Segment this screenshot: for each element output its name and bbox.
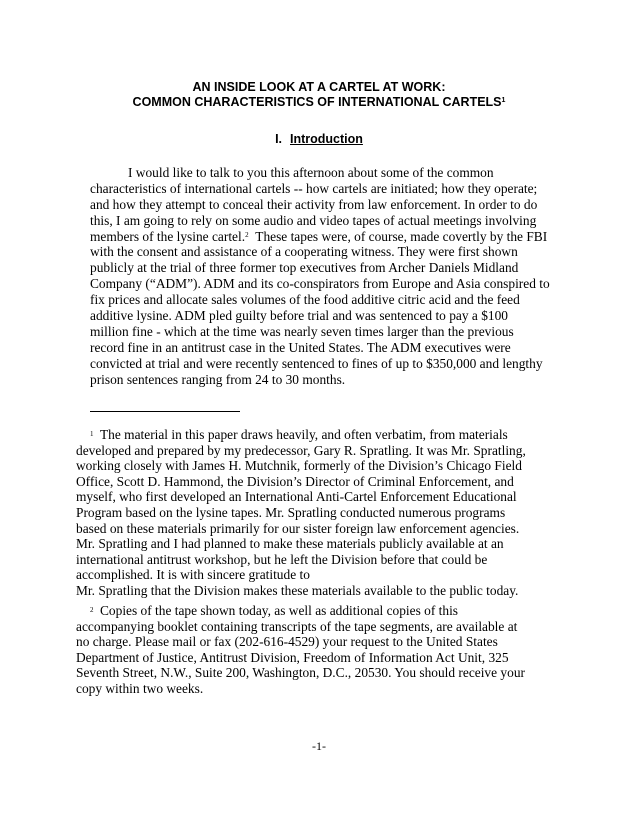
- section-number: I.: [275, 132, 283, 146]
- footnote-line: accompanying booklet containing transcripts of the tape segments, are available at: [76, 618, 518, 634]
- body-line: [90, 229, 600, 245]
- body-line-segment: These tapes were, of course, made covertly by the FBI: [255, 228, 548, 244]
- document-title-text: COMMON CHARACTERISTICS OF INTERNATIONAL CARTELS: [132, 95, 502, 109]
- section-heading: [0, 132, 638, 146]
- body-line: I would like to talk to you this afternoon about some of the common: [128, 165, 494, 180]
- footnote-line: [76, 427, 596, 443]
- footnote-1: [76, 427, 596, 599]
- body-line: fix prices and allocate sales volumes of the food additive citric acid and the feed: [90, 292, 520, 308]
- body-line: million fine - which at the time was nearly seven times larger than the previous: [90, 323, 514, 339]
- footnote-text: The material in this paper draws heavily, and often verbatim, from materials: [100, 427, 508, 442]
- footnote-line: no charge. Please mail or fax (202-616-4529) your request to the United States: [76, 634, 498, 650]
- body-line: prison sentences ranging from 24 to 30 months.: [90, 371, 346, 387]
- body-line: convicted at trial and were recently sentenced to fines of up to $350,000 and lengthy: [90, 355, 543, 371]
- footnote-2: [76, 603, 596, 697]
- footnote-mark: 2: [90, 606, 94, 614]
- body-line: and how they attempt to conceal their activity from law enforcement. In order to do: [90, 196, 538, 212]
- body-line: Company (“ADM”). ADM and its co-conspirators from Europe and Asia conspired to: [90, 276, 550, 292]
- footnote-line: working closely with James H. Mutchnik, formerly of the Division’s Chicago Field: [76, 458, 522, 474]
- footnote-line: [76, 603, 596, 619]
- body-line-segment: members of the lysine cartel.: [90, 228, 246, 244]
- section-title: Introduction: [290, 132, 363, 146]
- document-title-line-1: AN INSIDE LOOK AT A CARTEL AT WORK:: [192, 80, 446, 94]
- footnote-line: developed and prepared by my predecessor, Gary R. Spratling. It was Mr. Spratling,: [76, 442, 526, 458]
- body-line: characteristics of international cartels -- how cartels are initiated; how they operate;: [90, 180, 538, 196]
- body-line: with the consent and assistance of a cooperating witness. They were first shown: [90, 244, 518, 260]
- footnote-line: Mr. Spratling and I had planned to make these materials publicly available at an: [76, 536, 504, 552]
- body-paragraph: [90, 165, 600, 387]
- footnote-line: Program based on the lysine tapes. Mr. Spratling conducted numerous programs: [76, 504, 506, 520]
- page-number: -1-: [312, 739, 326, 753]
- footnote-line: Mr. Spratling that the Division makes these materials available to the public today.: [76, 582, 519, 598]
- footnote-line: international antitrust workshop, but he left the Division before that could be: [76, 551, 488, 567]
- title-footnote-ref[interactable]: 1: [501, 97, 506, 104]
- footnote-line: copy within two weeks.: [76, 680, 204, 696]
- footnote-separator: [90, 411, 240, 412]
- document-title-line-2: [0, 95, 638, 110]
- body-footnote-ref[interactable]: 2: [245, 230, 249, 239]
- footnote-line: accomplished. It is with sincere gratitude to: [76, 567, 310, 583]
- footnote-line: Office, Scott D. Hammond, the Division’s Director of Criminal Enforcement, and: [76, 473, 514, 489]
- footnote-text: Copies of the tape shown today, as well as additional copies of this: [100, 603, 459, 618]
- body-line: publicly at the trial of three former top executives from Archer Daniels Midland: [90, 260, 519, 276]
- footnote-line: Seventh Street, N.W., Suite 200, Washington, D.C., 20530. You should receive your: [76, 665, 525, 681]
- body-line: additive lysine. ADM pled guilty before trial and was sentenced to pay a $100: [90, 308, 508, 324]
- body-line: this, I am going to rely on some audio and video tapes of actual meetings involving: [90, 212, 537, 228]
- footnote-line: based on these materials primarily for our sister foreign law enforcement agencies.: [76, 520, 520, 536]
- footnote-mark: 1: [90, 430, 94, 438]
- footnote-line: Department of Justice, Antitrust Division, Freedom of Information Act Unit, 325: [76, 649, 509, 665]
- body-line: record fine in an antitrust case in the United States. The ADM executives were: [90, 339, 511, 355]
- footnote-line: myself, who first developed an International Anti-Cartel Enforcement Educational: [76, 489, 517, 505]
